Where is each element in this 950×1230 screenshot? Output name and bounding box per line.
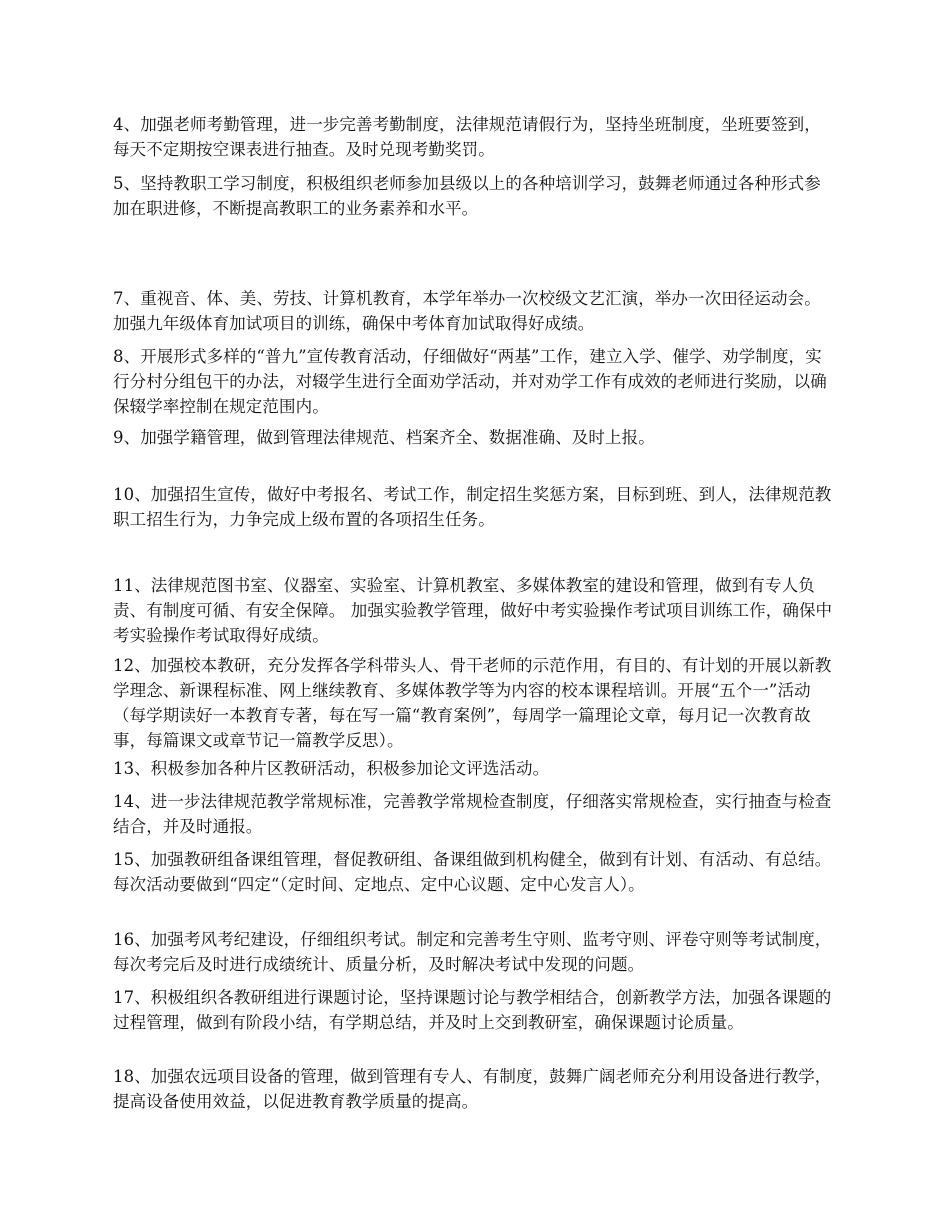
paragraph-item-18: 18、加强农远项目设备的管理，做到管理有专人、有制度，鼓舞广阔老师充分利用设备进行教学，提高设备使用效益，以促进教育教学质量的提高。 <box>113 1067 832 1111</box>
paragraph-item-16: 16、加强考风考纪建设，仔细组织考试。制定和完善考生守则、监考守则、评卷守则等考试制度，每次考完后及时进行成绩统计、质量分析，及时解决考试中发现的问题。 <box>113 930 832 974</box>
paragraph-item-9: 9、加强学籍管理，做到管理法律规范、档案齐全、数据准确、及时上报。 <box>113 428 655 447</box>
paragraph-item-14: 14、进一步法律规范教学常规标准，完善教学常规检查制度，仔细落实常规检查，实行抽查与检查结合，并及时通报。 <box>113 792 832 836</box>
paragraph-item-15: 15、加强教研组备课组管理，督促教研组、备课组做到机构健全，做到有计划、有活动、有总结。每次活动要做到“四定“（定时间、定地点、定中心议题、定中心发言人）。 <box>113 850 832 894</box>
paragraph-item-5: 5、坚持教职工学习制度，积极组织老师参加县级以上的各种培训学习，鼓舞老师通过各种形式参加在职进修，不断提高教职工的业务素养和水平。 <box>113 174 821 218</box>
paragraph-item-8: 8、开展形式多样的“普九”宣传教育活动，仔细做好“两基”工作，建立入学、催学、劝学制度，实行分村分组包干的办法，对辍学生进行全面劝学活动，并对劝学工作有成效的老师进行奖励，以确保辍学率控制在规定范围内。 <box>113 347 827 416</box>
paragraph-item-4: 4、加强老师考勤管理，进一步完善考勤制度，法律规范请假行为，坚持坐班制度，坐班要签到，每天不定期按空课表进行抽查。及时兑现考勤奖罚。 <box>113 115 821 159</box>
paragraph-item-11: 11、法律规范图书室、仪器室、实验室、计算机教室、多媒体教室的建设和管理，做到有专人负责、有制度可循、有安全保障。 加强实验教学管理，做好中考实验操作考试项目训练工作，确保中考实验操作考试取得好成绩。 <box>113 576 833 645</box>
paragraph-item-17: 17、积极组织各教研组进行课题讨论，坚持课题讨论与教学相结合，创新教学方法，加强各课题的过程管理，做到有阶段小结，有学期总结，并及时上交到教研室，确保课题讨论质量。 <box>113 988 832 1032</box>
paragraph-item-10: 10、加强招生宣传，做好中考报名、考试工作，制定招生奖惩方案，目标到班、到人，法律规范教职工招生行为，力争完成上级布置的各项招生任务。 <box>113 485 832 529</box>
paragraph-item-7: 7、重视音、体、美、劳技、计算机教育，本学年举办一次校级文艺汇演，举办一次田径运动会。加强九年级体育加试项目的训练，确保中考体育加试取得好成绩。 <box>113 289 821 333</box>
paragraph-item-13: 13、积极参加各种片区教研活动，积极参加论文评选活动。 <box>113 759 550 778</box>
paragraph-item-12: 12、加强校本教研，充分发挥各学科带头人、骨干老师的示范作用，有目的、有计划的开展以新教学理念、新课程标准、网上继续教育、多媒体教学等为内容的校本课程培训。开展“五个一”活动（每学期读好一本教育专著，每在写一篇“教育案例”，每周学一篇理论文章，每月记一次教育故事，每篇课文或章节记一篇教学反思）。 <box>113 656 832 750</box>
